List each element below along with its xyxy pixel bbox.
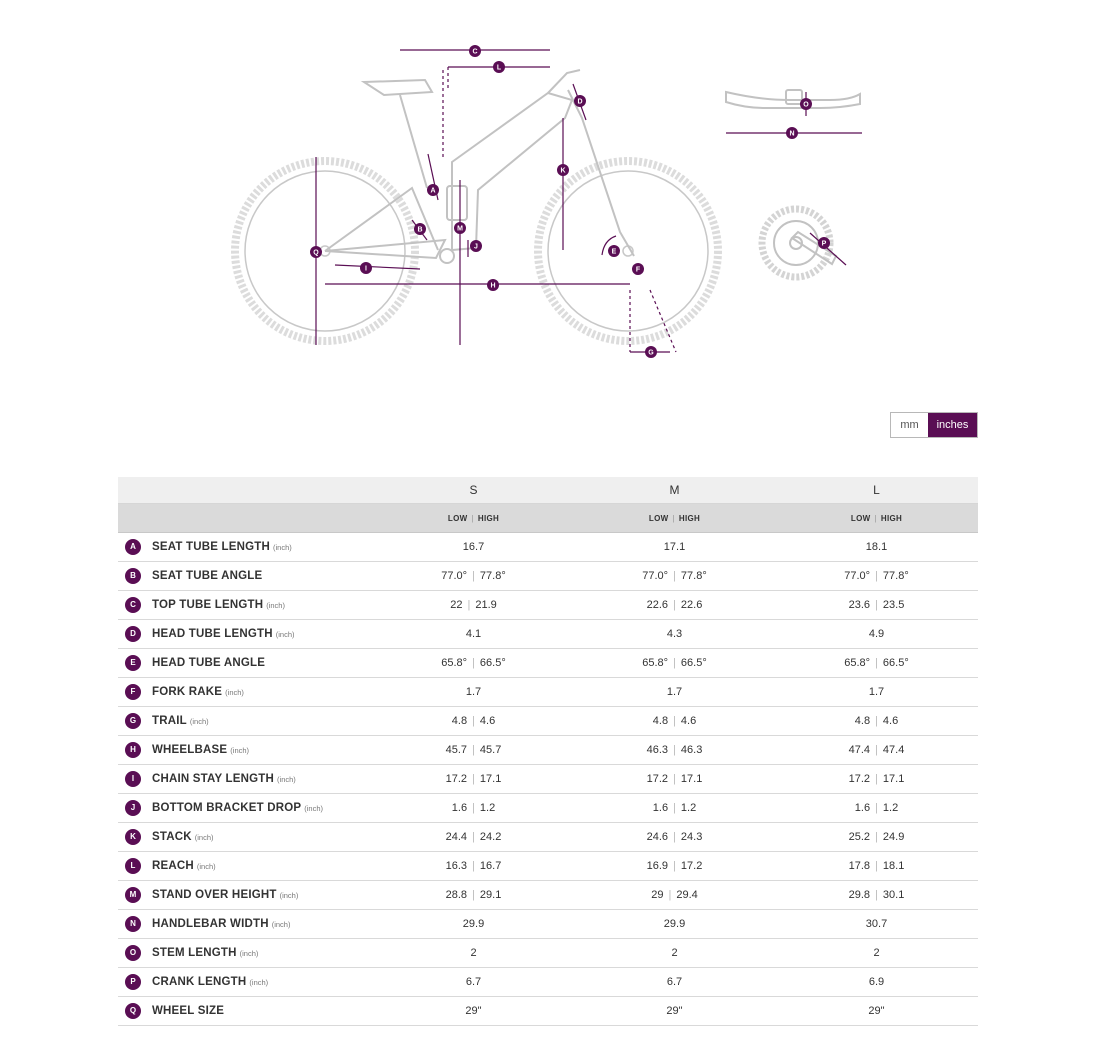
value-low: 6.7 — [465, 976, 482, 988]
table-row — [118, 649, 978, 678]
measurement-label — [118, 678, 373, 707]
value-low: 16.3 — [445, 860, 468, 872]
table-row — [118, 533, 978, 562]
value-separator: | — [673, 570, 676, 582]
value-separator: | — [875, 802, 878, 814]
value-low: 4.8 — [652, 715, 669, 727]
table-row — [118, 707, 978, 736]
value-cell-s — [373, 910, 574, 939]
corner-subcell — [118, 504, 373, 533]
value-cell-m — [574, 620, 775, 649]
table-row — [118, 997, 978, 1026]
value-low: 2 — [873, 947, 880, 959]
measurement-unit: (inch) — [249, 977, 269, 987]
measurement-badge: I — [125, 771, 141, 787]
measurement-unit: (inch) — [304, 803, 324, 813]
value-cell-s — [373, 968, 574, 997]
table-row — [118, 794, 978, 823]
corner-cell — [118, 477, 373, 504]
value-high: 29.4 — [676, 889, 698, 901]
value-separator: | — [673, 744, 676, 756]
table-row — [118, 736, 978, 765]
value-low: 1.6 — [652, 802, 669, 814]
value-low: 65.8° — [441, 657, 468, 669]
svg-text:H: H — [490, 282, 496, 290]
table-row — [118, 591, 978, 620]
value-separator: | — [472, 889, 475, 901]
value-high: 77.8° — [882, 570, 909, 582]
measurement-name: WHEELBASE — [152, 744, 228, 756]
value-high: 24.3 — [680, 831, 703, 843]
value-low: 22 — [450, 599, 463, 611]
svg-text:B: B — [417, 226, 423, 234]
measurement-badge: D — [125, 626, 141, 642]
value-separator: | — [472, 802, 475, 814]
handlebar-diagram — [726, 90, 860, 108]
table-row — [118, 765, 978, 794]
measurement-label — [118, 736, 373, 765]
geometry-table-body — [118, 533, 978, 1026]
measurement-unit: (inch) — [194, 832, 214, 842]
measurement-label — [118, 794, 373, 823]
value-cell-s — [373, 707, 574, 736]
value-cell-l — [775, 881, 978, 910]
svg-text:L: L — [496, 64, 502, 72]
value-low: 17.8 — [848, 860, 871, 872]
value-cell-s — [373, 939, 574, 968]
value-high: 1.2 — [680, 802, 697, 814]
measurement-unit: (inch) — [279, 890, 299, 900]
value-low: 4.3 — [666, 628, 683, 640]
value-cell-l — [775, 649, 978, 678]
measurement-label — [118, 649, 373, 678]
value-low: 1.7 — [465, 686, 482, 698]
measurement-badge: Q — [125, 1003, 141, 1019]
value-cell-m — [574, 678, 775, 707]
value-high: 17.2 — [680, 860, 703, 872]
value-cell-l — [775, 910, 978, 939]
value-separator: | — [875, 599, 878, 611]
value-high: 77.8° — [680, 570, 707, 582]
value-separator: | — [875, 773, 878, 785]
value-low: 1.6 — [451, 802, 468, 814]
svg-text:K: K — [560, 167, 566, 175]
svg-text:C: C — [472, 48, 478, 56]
value-high: 17.1 — [882, 773, 905, 785]
value-cell-s — [373, 736, 574, 765]
value-low: 24.6 — [646, 831, 669, 843]
low-high-m: LOW | HIGH — [574, 504, 775, 533]
measurement-label — [118, 533, 373, 562]
value-cell-s — [373, 881, 574, 910]
value-cell-s — [373, 591, 574, 620]
value-low: 24.4 — [445, 831, 468, 843]
svg-text:F: F — [635, 266, 641, 274]
measurement-name: STEM LENGTH — [152, 947, 237, 959]
measurement-badge: J — [125, 800, 141, 816]
size-l-header: L — [775, 477, 978, 504]
value-low: 23.6 — [848, 599, 871, 611]
value-high: 16.7 — [479, 860, 502, 872]
value-cell-l — [775, 620, 978, 649]
table-row — [118, 881, 978, 910]
value-high: 4.6 — [479, 715, 496, 727]
value-high: 17.1 — [680, 773, 703, 785]
value-separator: | — [472, 773, 475, 785]
measurement-name: SEAT TUBE ANGLE — [152, 570, 263, 582]
value-low: 4.1 — [465, 628, 482, 640]
low-high-header-row — [118, 504, 978, 533]
value-cell-l — [775, 591, 978, 620]
value-low: 46.3 — [646, 744, 669, 756]
value-low: 6.7 — [666, 976, 683, 988]
value-separator: | — [875, 860, 878, 872]
value-cell-m — [574, 649, 775, 678]
measurement-badge: G — [125, 713, 141, 729]
svg-text:N: N — [789, 130, 795, 138]
unit-mm-button[interactable]: mm — [900, 419, 919, 431]
value-high: 21.9 — [475, 599, 497, 611]
value-high: 30.1 — [882, 889, 905, 901]
value-cell-s — [373, 997, 574, 1026]
measurement-label — [118, 562, 373, 591]
measurement-unit: (inch) — [230, 745, 250, 755]
measurement-label — [118, 765, 373, 794]
front-wheel — [538, 161, 718, 341]
measurement-badge: N — [125, 916, 141, 932]
low-high-l: LOW | HIGH — [775, 504, 978, 533]
table-row — [118, 823, 978, 852]
value-high: 22.6 — [680, 599, 703, 611]
measurement-label — [118, 620, 373, 649]
measurement-label — [118, 707, 373, 736]
value-cell-m — [574, 591, 775, 620]
value-cell-s — [373, 823, 574, 852]
bike-geometry-diagram — [0, 0, 1111, 400]
table-row — [118, 968, 978, 997]
value-low: 16.7 — [462, 541, 485, 553]
value-cell-l — [775, 707, 978, 736]
value-low: 4.8 — [854, 715, 871, 727]
measurement-unit: (inch) — [189, 716, 209, 726]
svg-text:G: G — [648, 349, 654, 357]
geometry-table — [118, 477, 978, 1026]
measurement-badge: B — [125, 568, 141, 584]
value-low: 29" — [666, 1005, 683, 1017]
size-header-row — [118, 477, 978, 504]
value-high: 17.1 — [479, 773, 502, 785]
value-low: 4.8 — [451, 715, 468, 727]
value-high: 66.5° — [882, 657, 909, 669]
value-separator: | — [673, 773, 676, 785]
value-cell-l — [775, 765, 978, 794]
svg-text:O: O — [803, 101, 809, 109]
value-cell-l — [775, 794, 978, 823]
measurement-name: TRAIL — [152, 715, 187, 727]
svg-text:E: E — [611, 248, 617, 256]
value-separator: | — [668, 889, 672, 901]
value-high: 1.2 — [882, 802, 899, 814]
value-separator: | — [875, 570, 878, 582]
measurement-label — [118, 910, 373, 939]
value-cell-m — [574, 736, 775, 765]
value-separator: | — [673, 831, 676, 843]
measurement-name: HEAD TUBE ANGLE — [152, 657, 266, 669]
value-high: 29.1 — [479, 889, 502, 901]
size-m-header: M — [574, 477, 775, 504]
value-low: 1.7 — [868, 686, 885, 698]
value-separator: | — [472, 831, 475, 843]
value-low: 30.7 — [865, 918, 888, 930]
value-cell-m — [574, 823, 775, 852]
measurement-name: HEAD TUBE LENGTH — [152, 628, 273, 640]
value-separator: | — [472, 860, 475, 872]
value-low: 47.4 — [848, 744, 871, 756]
value-low: 77.0° — [441, 570, 468, 582]
value-separator: | — [673, 860, 676, 872]
svg-text:A: A — [430, 187, 436, 195]
value-cell-s — [373, 678, 574, 707]
table-row — [118, 939, 978, 968]
value-cell-m — [574, 794, 775, 823]
measurement-badge: H — [125, 742, 141, 758]
svg-text:P: P — [821, 240, 827, 248]
measurement-unit: (inch) — [196, 861, 216, 871]
measurement-badge: E — [125, 655, 141, 671]
value-separator: | — [472, 570, 475, 582]
svg-text:M: M — [457, 225, 463, 233]
value-separator: | — [673, 599, 676, 611]
value-separator: | — [875, 831, 878, 843]
measurement-name: CHAIN STAY LENGTH — [152, 773, 275, 785]
value-cell-s — [373, 765, 574, 794]
value-high: 18.1 — [882, 860, 905, 872]
measurement-name: REACH — [152, 860, 194, 872]
value-separator: | — [673, 657, 676, 669]
measurement-name: FORK RAKE — [152, 686, 223, 698]
value-cell-m — [574, 852, 775, 881]
measurement-name: SEAT TUBE LENGTH — [152, 541, 270, 553]
measurement-badge: M — [125, 887, 141, 903]
svg-text:J: J — [474, 243, 478, 251]
unit-inches-button[interactable]: inches — [928, 413, 977, 437]
value-cell-m — [574, 910, 775, 939]
value-cell-s — [373, 794, 574, 823]
bike-frame — [325, 70, 634, 263]
value-low: 25.2 — [848, 831, 871, 843]
measurement-badge: P — [125, 974, 141, 990]
value-cell-l — [775, 678, 978, 707]
measurement-unit: (inch) — [277, 774, 296, 784]
value-low: 65.8° — [844, 657, 871, 669]
measurement-badge: F — [125, 684, 141, 700]
svg-text:Q: Q — [313, 249, 319, 257]
measurement-badge: L — [125, 858, 141, 874]
value-low: 45.7 — [445, 744, 468, 756]
value-low: 16.9 — [646, 860, 669, 872]
value-cell-l — [775, 823, 978, 852]
low-high-s: LOW | HIGH — [373, 504, 574, 533]
value-high: 4.6 — [680, 715, 697, 727]
measurement-label — [118, 823, 373, 852]
measurement-name: TOP TUBE LENGTH — [152, 599, 264, 611]
value-separator: | — [472, 657, 475, 669]
measurement-badge: C — [125, 597, 141, 613]
value-high: 24.2 — [479, 831, 502, 843]
value-high: 4.6 — [882, 715, 899, 727]
value-low: 1.7 — [666, 686, 683, 698]
measurement-name: BOTTOM BRACKET DROP — [152, 802, 302, 814]
measurement-unit: (inch) — [266, 600, 285, 610]
value-low: 65.8° — [642, 657, 669, 669]
value-low: 18.1 — [865, 541, 888, 553]
measurement-badge: K — [125, 829, 141, 845]
value-cell-l — [775, 533, 978, 562]
value-high: 66.5° — [680, 657, 707, 669]
value-low: 77.0° — [642, 570, 669, 582]
measurement-badge: A — [125, 539, 141, 555]
value-separator: | — [472, 744, 475, 756]
value-low: 29.8 — [848, 889, 871, 901]
value-cell-m — [574, 968, 775, 997]
value-high: 23.5 — [882, 599, 905, 611]
value-separator: | — [875, 744, 878, 756]
value-separator: | — [472, 715, 475, 727]
value-cell-m — [574, 533, 775, 562]
value-low: 77.0° — [844, 570, 871, 582]
value-low: 17.1 — [663, 541, 686, 553]
svg-text:I: I — [365, 265, 367, 273]
value-cell-m — [574, 881, 775, 910]
measurement-name: STACK — [152, 831, 192, 843]
measurement-label — [118, 939, 373, 968]
value-low: 4.9 — [868, 628, 885, 640]
value-cell-l — [775, 562, 978, 591]
measurement-label — [118, 852, 373, 881]
measurement-unit: (inch) — [273, 542, 292, 552]
value-low: 22.6 — [646, 599, 669, 611]
value-low: 17.2 — [848, 773, 871, 785]
value-low: 29.9 — [663, 918, 686, 930]
value-separator: | — [875, 657, 878, 669]
value-separator: | — [673, 715, 676, 727]
value-cell-m — [574, 562, 775, 591]
svg-text:D: D — [577, 98, 583, 106]
value-high: 77.8° — [479, 570, 506, 582]
measurement-unit: (inch) — [225, 687, 244, 697]
value-low: 1.6 — [854, 802, 871, 814]
measurement-name: CRANK LENGTH — [152, 976, 247, 988]
value-low: 17.2 — [445, 773, 468, 785]
value-cell-s — [373, 852, 574, 881]
measurement-name: STAND OVER HEIGHT — [152, 889, 277, 901]
table-row — [118, 562, 978, 591]
value-separator: | — [673, 802, 676, 814]
value-low: 6.9 — [868, 976, 885, 988]
table-row — [118, 852, 978, 881]
value-cell-l — [775, 736, 978, 765]
value-cell-s — [373, 562, 574, 591]
value-cell-s — [373, 620, 574, 649]
value-high: 66.5° — [479, 657, 506, 669]
value-high: 1.2 — [479, 802, 496, 814]
unit-toggle — [890, 412, 978, 438]
value-cell-l — [775, 852, 978, 881]
value-low: 2 — [671, 947, 678, 959]
value-cell-m — [574, 997, 775, 1026]
table-row — [118, 678, 978, 707]
value-cell-s — [373, 533, 574, 562]
value-high: 47.4 — [882, 744, 905, 756]
measurement-unit: (inch) — [239, 948, 259, 958]
table-row — [118, 620, 978, 649]
value-cell-m — [574, 939, 775, 968]
value-low: 29 — [651, 889, 664, 901]
value-cell-m — [574, 765, 775, 794]
value-low: 17.2 — [646, 773, 669, 785]
measurement-unit: (inch) — [271, 919, 291, 929]
value-separator: | — [875, 715, 878, 727]
value-separator: | — [467, 599, 471, 611]
value-cell-s — [373, 649, 574, 678]
value-high: 24.9 — [882, 831, 905, 843]
measurement-label — [118, 881, 373, 910]
table-row — [118, 910, 978, 939]
measurement-name: HANDLEBAR WIDTH — [152, 918, 269, 930]
value-low: 29" — [465, 1005, 482, 1017]
size-s-header: S — [373, 477, 574, 504]
value-cell-m — [574, 707, 775, 736]
measurement-unit: (inch) — [275, 629, 295, 639]
value-low: 29" — [868, 1005, 885, 1017]
value-high: 46.3 — [680, 744, 703, 756]
value-low: 28.8 — [445, 889, 468, 901]
value-cell-l — [775, 968, 978, 997]
value-low: 2 — [470, 947, 477, 959]
measurement-label — [118, 997, 373, 1026]
value-separator: | — [875, 889, 878, 901]
measurement-name: WHEEL SIZE — [152, 1005, 225, 1017]
measurement-label — [118, 591, 373, 620]
value-cell-l — [775, 997, 978, 1026]
value-low: 29.9 — [462, 918, 485, 930]
measurement-label — [118, 968, 373, 997]
value-high: 45.7 — [479, 744, 502, 756]
measurement-badge: O — [125, 945, 141, 961]
value-cell-l — [775, 939, 978, 968]
